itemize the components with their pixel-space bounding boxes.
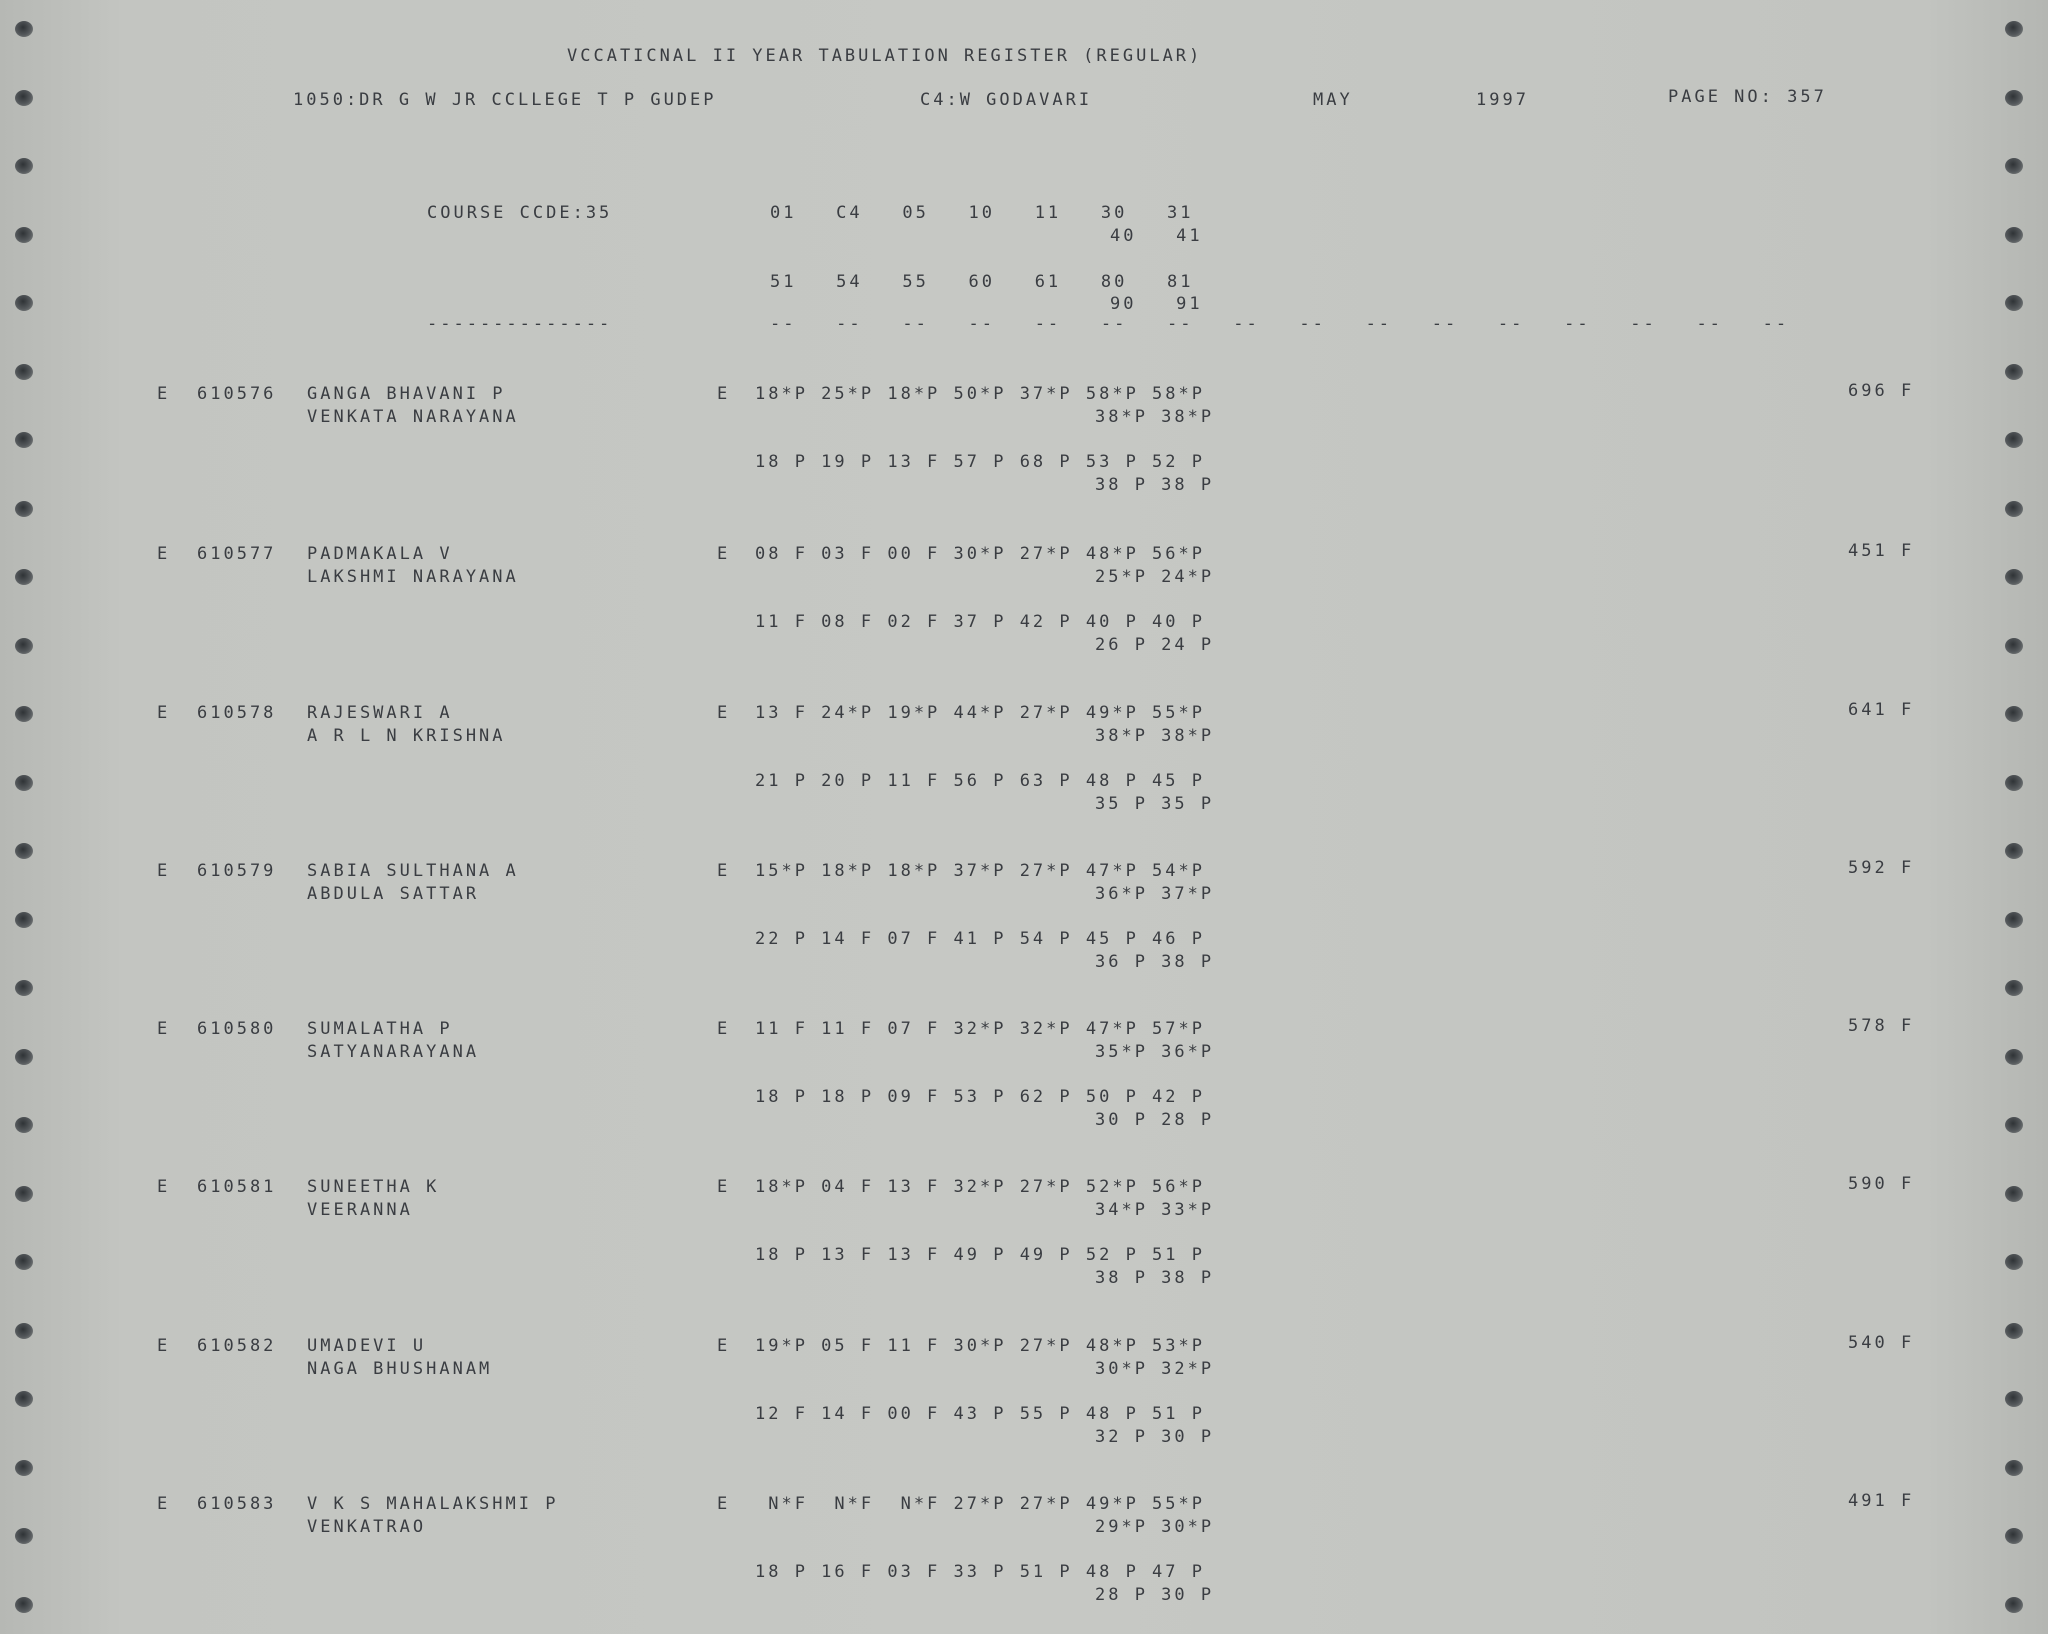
subject-codes-row1b: 40 41 — [1110, 226, 1203, 246]
course-label-underline: -------------- — [427, 314, 613, 334]
parent-name: VENKATA NARAYANA — [307, 407, 519, 427]
record-flag: E — [157, 384, 171, 404]
feed-hole — [15, 638, 33, 654]
grand-total: 451 F — [1848, 541, 1915, 561]
roll-number: 610579 — [197, 861, 277, 881]
feed-hole — [2005, 843, 2023, 859]
subject-codes-row1: 01 C4 05 10 11 30 31 — [770, 203, 1194, 223]
marks-row-1b: 38*P 38*P — [1095, 726, 1215, 746]
medium-code: E — [717, 861, 731, 881]
feed-hole — [2005, 295, 2023, 311]
feed-hole — [15, 1186, 33, 1202]
roll-number: 610576 — [197, 384, 277, 404]
marks-row-1b: 36*P 37*P — [1095, 884, 1215, 904]
roll-number: 610581 — [197, 1177, 277, 1197]
marks-row-1: 11 F 11 F 07 F 32*P 32*P 47*P 57*P — [755, 1019, 1205, 1039]
feed-hole — [2005, 21, 2023, 37]
student-name: SUMALATHA P — [307, 1019, 453, 1039]
page-number: PAGE NO: 357 — [1668, 87, 1827, 107]
marks-row-2b: 32 P 30 P — [1095, 1427, 1215, 1447]
medium-code: E — [717, 1177, 731, 1197]
marks-row-1b: 30*P 32*P — [1095, 1359, 1215, 1379]
student-name: SABIA SULTHANA A — [307, 861, 519, 881]
marks-row-1b: 29*P 30*P — [1095, 1517, 1215, 1537]
district-code: C4:W GODAVARI — [920, 90, 1093, 110]
feed-hole — [15, 158, 33, 174]
feed-hole — [2005, 90, 2023, 106]
medium-code: E — [717, 544, 731, 564]
marks-row-1: 15*P 18*P 18*P 37*P 27*P 47*P 54*P — [755, 861, 1205, 881]
marks-row-2: 18 P 19 P 13 F 57 P 68 P 53 P 52 P — [755, 452, 1205, 472]
feed-hole — [2005, 569, 2023, 585]
record-flag: E — [157, 544, 171, 564]
feed-hole — [2005, 912, 2023, 928]
feed-hole — [2005, 706, 2023, 722]
marks-row-1b: 38*P 38*P — [1095, 407, 1215, 427]
feed-hole — [15, 90, 33, 106]
column-dashes: -- -- -- -- -- -- -- -- -- -- -- -- -- -- -- -- — [770, 314, 1790, 334]
parent-name: LAKSHMI NARAYANA — [307, 567, 519, 587]
marks-row-2: 18 P 18 P 09 F 53 P 62 P 50 P 42 P — [755, 1087, 1205, 1107]
marks-row-2: 18 P 16 F 03 F 33 P 51 P 48 P 47 P — [755, 1562, 1205, 1582]
register-title: VCCATICNAL II YEAR TABULATION REGISTER (REGULAR) — [567, 46, 1203, 66]
marks-row-1: 18*P 25*P 18*P 50*P 37*P 58*P 58*P — [755, 384, 1205, 404]
marks-row-2b: 26 P 24 P — [1095, 635, 1215, 655]
record-flag: E — [157, 861, 171, 881]
student-name: UMADEVI U — [307, 1336, 427, 1356]
marks-row-2: 22 P 14 F 07 F 41 P 54 P 45 P 46 P — [755, 929, 1205, 949]
grand-total: 590 F — [1848, 1174, 1915, 1194]
college-code: 1050:DR G W JR CCLLEGE T P GUDEP — [293, 90, 717, 110]
feed-hole — [2005, 1597, 2023, 1613]
record-flag: E — [157, 1177, 171, 1197]
student-name: RAJESWARI A — [307, 703, 453, 723]
feed-hole — [15, 432, 33, 448]
feed-hole — [15, 1117, 33, 1133]
marks-row-1b: 34*P 33*P — [1095, 1200, 1215, 1220]
feed-hole — [2005, 1391, 2023, 1407]
feed-hole — [2005, 980, 2023, 996]
feed-hole — [15, 569, 33, 585]
marks-row-2: 11 F 08 F 02 F 37 P 42 P 40 P 40 P — [755, 612, 1205, 632]
grand-total: 592 F — [1848, 858, 1915, 878]
parent-name: VENKATRAO — [307, 1517, 427, 1537]
subject-codes-row2: 51 54 55 60 61 80 81 — [770, 272, 1194, 292]
feed-hole — [15, 21, 33, 37]
roll-number: 610577 — [197, 544, 277, 564]
parent-name: VEERANNA — [307, 1200, 413, 1220]
parent-name: A R L N KRISHNA — [307, 726, 506, 746]
feed-hole — [2005, 432, 2023, 448]
marks-row-1: 13 F 24*P 19*P 44*P 27*P 49*P 55*P — [755, 703, 1205, 723]
parent-name: NAGA BHUSHANAM — [307, 1359, 493, 1379]
feed-hole — [15, 1254, 33, 1270]
feed-hole — [2005, 1323, 2023, 1339]
feed-hole — [2005, 1528, 2023, 1544]
feed-hole — [2005, 1186, 2023, 1202]
marks-row-1: N*F N*F N*F 27*P 27*P 49*P 55*P — [755, 1494, 1205, 1514]
marks-row-1b: 25*P 24*P — [1095, 567, 1215, 587]
roll-number: 610580 — [197, 1019, 277, 1039]
marks-row-1b: 35*P 36*P — [1095, 1042, 1215, 1062]
feed-hole — [15, 775, 33, 791]
feed-hole — [15, 1597, 33, 1613]
student-name: PADMAKALA V — [307, 544, 453, 564]
feed-hole — [2005, 1117, 2023, 1133]
feed-hole — [15, 295, 33, 311]
feed-hole — [15, 912, 33, 928]
feed-hole — [15, 501, 33, 517]
parent-name: ABDULA SATTAR — [307, 884, 480, 904]
roll-number: 610583 — [197, 1494, 277, 1514]
marks-row-2: 18 P 13 F 13 F 49 P 49 P 52 P 51 P — [755, 1245, 1205, 1265]
marks-row-2b: 35 P 35 P — [1095, 794, 1215, 814]
feed-hole — [2005, 1254, 2023, 1270]
feed-hole — [2005, 501, 2023, 517]
student-name: GANGA BHAVANI P — [307, 384, 506, 404]
feed-hole — [2005, 1460, 2023, 1476]
marks-row-2b: 38 P 38 P — [1095, 1268, 1215, 1288]
record-flag: E — [157, 1494, 171, 1514]
feed-hole — [15, 1323, 33, 1339]
grand-total: 641 F — [1848, 700, 1915, 720]
feed-hole — [2005, 158, 2023, 174]
record-flag: E — [157, 1019, 171, 1039]
feed-hole — [2005, 638, 2023, 654]
medium-code: E — [717, 703, 731, 723]
feed-hole — [2005, 364, 2023, 380]
marks-row-1: 19*P 05 F 11 F 30*P 27*P 48*P 53*P — [755, 1336, 1205, 1356]
feed-hole — [15, 1049, 33, 1065]
marks-row-2b: 30 P 28 P — [1095, 1110, 1215, 1130]
roll-number: 610578 — [197, 703, 277, 723]
feed-hole — [2005, 1049, 2023, 1065]
parent-name: SATYANARAYANA — [307, 1042, 480, 1062]
grand-total: 491 F — [1848, 1491, 1915, 1511]
record-flag: E — [157, 703, 171, 723]
feed-hole — [15, 706, 33, 722]
subject-codes-row2b: 90 91 — [1110, 294, 1203, 314]
exam-month: MAY — [1313, 90, 1353, 110]
grand-total: 578 F — [1848, 1016, 1915, 1036]
marks-row-2b: 28 P 30 P — [1095, 1585, 1215, 1605]
medium-code: E — [717, 384, 731, 404]
grand-total: 696 F — [1848, 381, 1915, 401]
feed-hole — [15, 364, 33, 380]
feed-hole — [15, 1460, 33, 1476]
feed-hole — [15, 980, 33, 996]
exam-year: 1997 — [1476, 90, 1529, 110]
marks-row-2: 12 F 14 F 00 F 43 P 55 P 48 P 51 P — [755, 1404, 1205, 1424]
marks-row-2: 21 P 20 P 11 F 56 P 63 P 48 P 45 P — [755, 771, 1205, 791]
feed-hole — [15, 843, 33, 859]
medium-code: E — [717, 1336, 731, 1356]
marks-row-2b: 36 P 38 P — [1095, 952, 1215, 972]
marks-row-1: 08 F 03 F 00 F 30*P 27*P 48*P 56*P — [755, 544, 1205, 564]
student-name: V K S MAHALAKSHMI P — [307, 1494, 559, 1514]
grand-total: 540 F — [1848, 1333, 1915, 1353]
medium-code: E — [717, 1019, 731, 1039]
course-code-label: COURSE CCDE:35 — [427, 203, 613, 223]
roll-number: 610582 — [197, 1336, 277, 1356]
feed-hole — [2005, 227, 2023, 243]
marks-row-1: 18*P 04 F 13 F 32*P 27*P 52*P 56*P — [755, 1177, 1205, 1197]
feed-hole — [2005, 775, 2023, 791]
feed-hole — [15, 1391, 33, 1407]
marks-row-2b: 38 P 38 P — [1095, 475, 1215, 495]
feed-hole — [15, 1528, 33, 1544]
medium-code: E — [717, 1494, 731, 1514]
feed-hole — [15, 227, 33, 243]
student-name: SUNEETHA K — [307, 1177, 440, 1197]
record-flag: E — [157, 1336, 171, 1356]
